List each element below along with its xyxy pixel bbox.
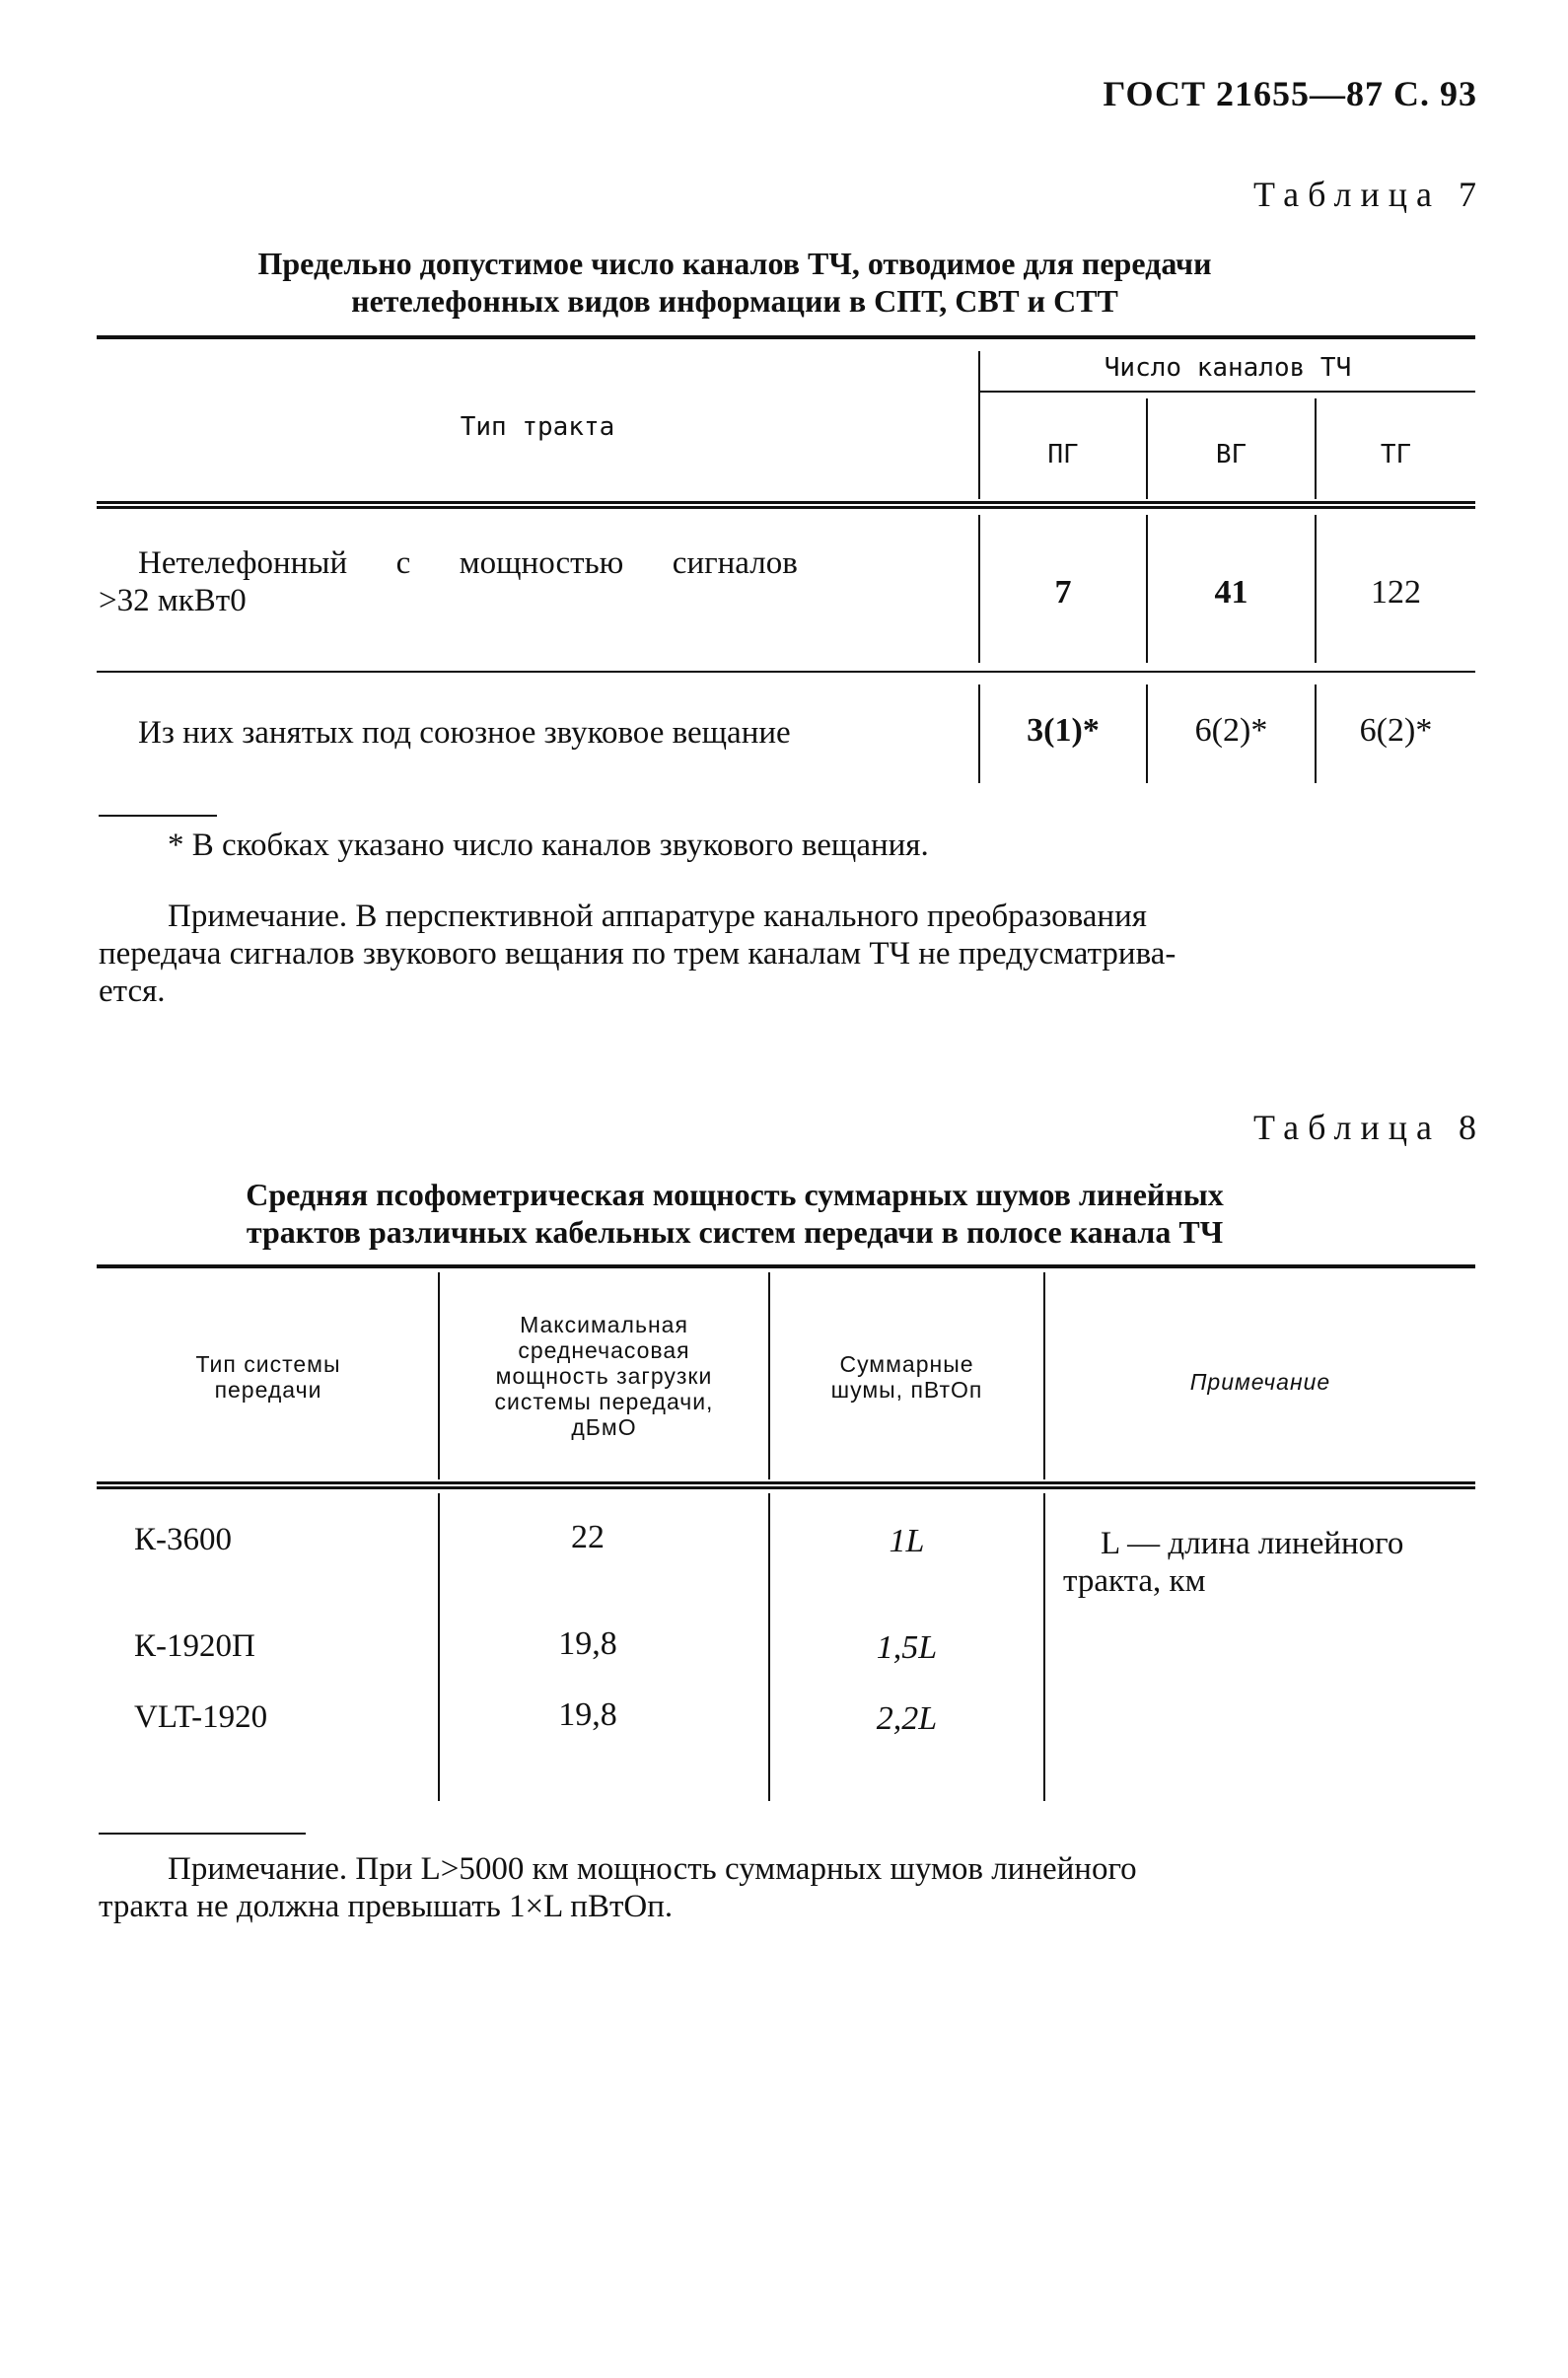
table8-col-system-l2: передачи [214, 1377, 322, 1403]
table8-caption: Таблица 8 [1253, 1108, 1485, 1147]
table8-col-load-l2: среднечасовая [518, 1337, 690, 1363]
table7-row2-vg: 6(2)* [1194, 712, 1268, 749]
table8-vline [1043, 1493, 1045, 1801]
table7-header-rule [97, 501, 1475, 509]
table8-title-line2: трактов различных кабельных систем передачи в полосе канала ТЧ [246, 1214, 1224, 1250]
table8-col-load [440, 1312, 768, 1440]
table7-footnote-rule [99, 815, 217, 817]
table8-row2-noise: 1,5L [876, 1629, 938, 1666]
table7-title-line2: нетелефонных видов информации в СПТ, СВТ и СТТ [351, 283, 1118, 319]
table7-col-group: Число каналов ТЧ [1104, 353, 1352, 383]
table8-col-noise [770, 1351, 1043, 1403]
table7-row2-tg: 6(2)* [1359, 712, 1433, 749]
table7-row-rule [97, 671, 1475, 673]
table8-note-line2: тракта не должна превышать 1×L пВтОп. [99, 1889, 674, 1924]
table8-row3-noise: 2,2L [876, 1700, 938, 1737]
table7-footnote: * В скобках указано число каналов звукового вещания. [168, 828, 929, 863]
table8-header-rule [97, 1481, 1475, 1489]
table8-col-load-l3: мощность загрузки [495, 1363, 713, 1389]
table8-col-note: Примечание [1189, 1369, 1331, 1395]
table7-group-rule [980, 391, 1475, 393]
table8-title-line1: Средняя псофометрическая мощность суммарных шумов линейных [246, 1177, 1224, 1212]
table7-note-line2: передача сигналов звукового вещания по трем каналам ТЧ не предусматрива- [99, 936, 1176, 972]
table8-col-load-l1: Максимальная [520, 1312, 688, 1337]
table8-row2-system: К-1920П [134, 1628, 255, 1664]
table7-caption: Таблица 7 [1253, 175, 1485, 214]
table7-col-vg: ВГ [1215, 440, 1247, 469]
table8-remark-line1: L — длина линейного [1101, 1526, 1404, 1561]
table8-remark-line2: тракта, км [1063, 1563, 1206, 1599]
table8-col-load-l4: системы передачи, [494, 1389, 714, 1414]
table8-col-load-l5: дБмО [571, 1414, 637, 1440]
table7-row1-label-line2: >32 мкВт0 [99, 583, 247, 618]
table8-row1-system: К-3600 [134, 1522, 232, 1557]
table7-col-pg: ПГ [1047, 440, 1079, 469]
table7-col-tg: ТГ [1380, 440, 1412, 469]
table8-row1-noise: 1L [889, 1523, 925, 1559]
page-header: ГОСТ 21655—87 С. 93 [1103, 74, 1477, 113]
table7-top-rule [97, 335, 1475, 339]
table8-col-noise-l2: шумы, пВтОп [830, 1377, 983, 1403]
table8-note-rule [99, 1833, 306, 1835]
table7-row1-pg: 7 [1054, 574, 1072, 611]
table7-row1-label-line1: Нетелефонный с мощностью сигналов [138, 545, 798, 581]
table8-row1-load: 22 [571, 1519, 605, 1555]
table8-col-noise-l1: Суммарные [839, 1351, 974, 1377]
table8-note-line1: Примечание. При L>5000 км мощность суммарных шумов линейного [168, 1851, 1137, 1887]
table7-row1-vg: 41 [1214, 574, 1248, 611]
table8-col-system [99, 1351, 438, 1403]
table7-col-type: Тип тракта [460, 412, 615, 442]
table7-row1-tg: 122 [1371, 574, 1421, 611]
table8-col-system-l1: Тип системы [195, 1351, 341, 1377]
table7-title-line1: Предельно допустимое число каналов ТЧ, отводимое для передачи [257, 246, 1212, 281]
table7-note-line1: Примечание. В перспективной аппаратуре канального преобразования [168, 899, 1147, 934]
table8-top-rule [97, 1264, 1475, 1268]
table8-row3-load: 19,8 [558, 1696, 617, 1733]
table7-row2-label: Из них занятых под союзное звуковое вещание [138, 715, 791, 751]
table7-note-line3: ется. [99, 973, 166, 1009]
table7-row2-pg: 3(1)* [1027, 712, 1100, 749]
table8-row2-load: 19,8 [558, 1625, 617, 1662]
table8-row3-system: VLT-1920 [134, 1699, 268, 1735]
